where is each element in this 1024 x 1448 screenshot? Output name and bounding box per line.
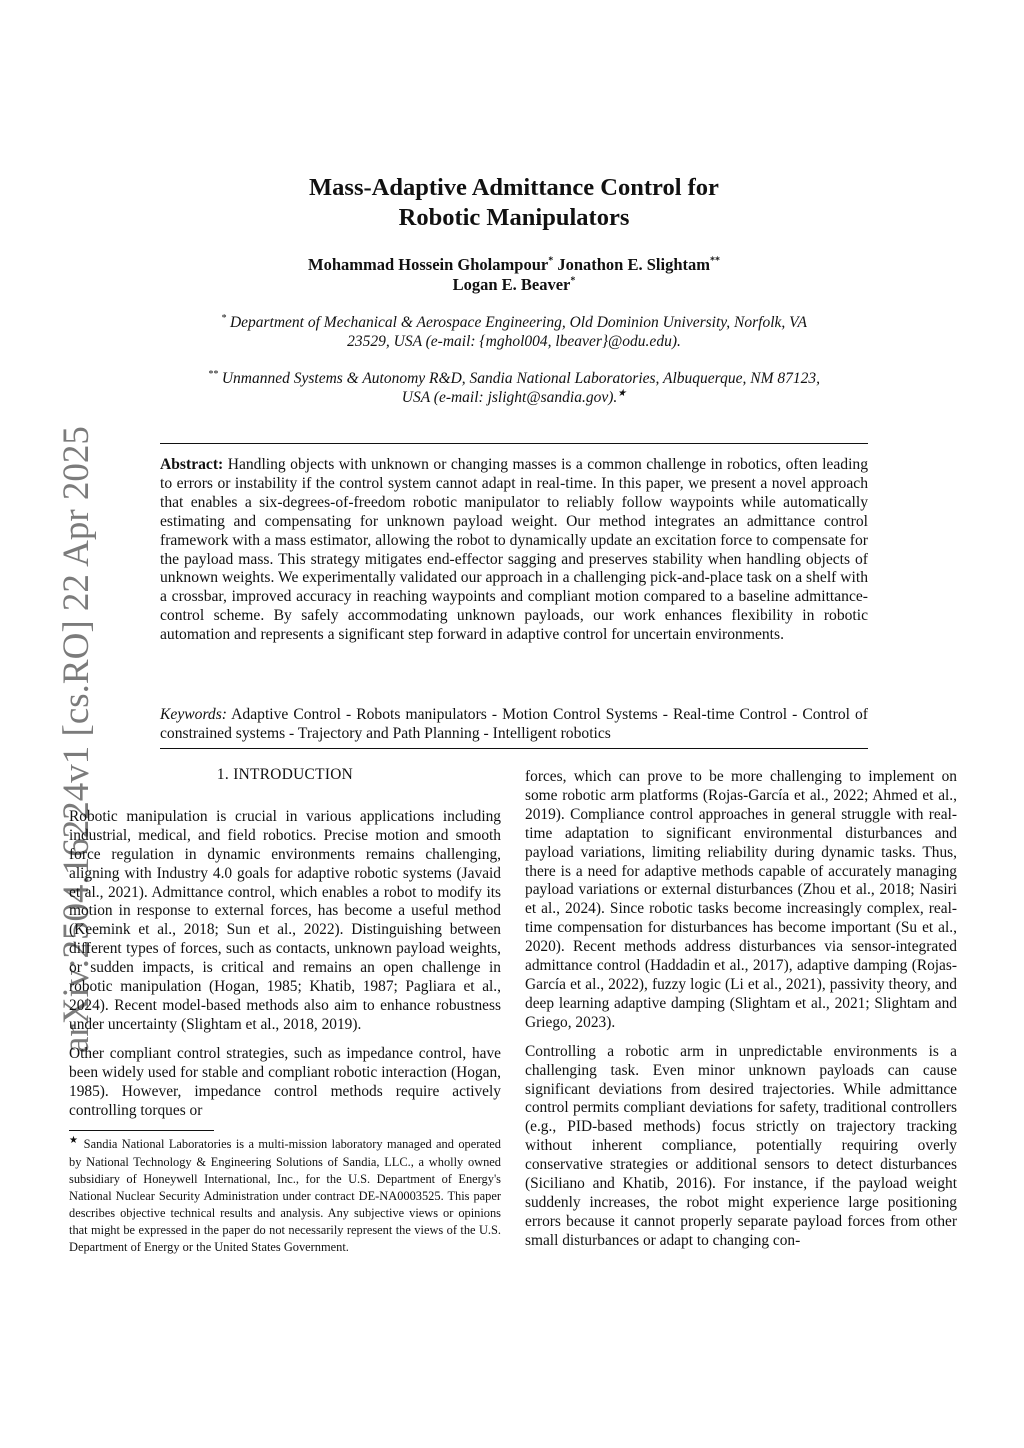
footnote-rule (69, 1130, 214, 1131)
affiliation-text: Department of Mechanical & Aerospace Engineering, Old Dominion University, Norfolk, VA 23529, USA (e-mail: {mghol004, lbeaver}@odu.edu). (229, 314, 807, 350)
intro-paragraph-3: Controlling a robotic arm in unpredictable environments is a challenging task. Even minor unknown payloads can cause significant deviations from desired trajectories. While admittance control permits compliant deviations for safety, traditional controllers (e.g., PID-based methods) focus strictly on trajectory tracking without inherent compliance, potentially requiring overly conservative strategies or additional sensors to detect disturbances (Siciliano and Khatib, 2016). For instance, if the payload weight suddenly increases, the robot might experience large positioning errors because it cannot properly separate payload forces from other small disturbances or adapt to changing con- (525, 1042, 957, 1249)
footnote-text: Sandia National Laboratories is a multi-mission laboratory managed and operated by National Technology & Engineering Solutions of Sandia, LLC., a wholly owned subsidiary of Honeywell International, Inc., for the U.S. Department of Energy's National Nuclear Security Administration under contract DE-NA0003525. This paper describes objective technical results and analysis. Any subjective views or opinions that might be expressed in the paper do not necessarily represent the views of the U.S. Department of Energy or the United States Government. (69, 1137, 501, 1254)
arxiv-identifier: arXiv:2504.16224v1 [cs.RO] 22 Apr 2025 (56, 426, 97, 1053)
affiliation-mark: ** (207, 368, 218, 380)
intro-paragraph-2-continued: forces, which can prove to be more challenging to implement on some robotic arm platforms (Rojas-García et al., 2022; Ahmed et al., 2019). Compliance control approaches in general struggle with real-time adaptation to significant environmental disturbances and payload variations, limiting reliability during dynamic tasks. Thus, there is a need for adaptive methods capable of accurately managing payload variations or external disturbances (Zhou et al., 2018; Nasiri et al., 2024). Since robotic tasks become increasingly complex, real-time compensation for disturbances has become important (Su et al., 2020). Recent methods address disturbances via sensor-integrated admittance control (Haddadin et al., 2017), adaptive damping (Rojas-García et al., 2022), fuzzy logic (Li et al., 2021), passivity theory, and deep learning adaptive damping (Slightam et al., 2021; Slightam and Griego, 2023). (525, 768, 957, 1031)
affiliation-sandia (200, 370, 828, 408)
abstract-text: Handling objects with unknown or changing masses is a common challenge in robotics, often leading to errors or instability if the control system cannot adapt in real-time. In this paper, we present a novel approach that enables a six-degrees-of-freedom robotic manipulator to reliably follow waypoints while automatically estimating and compensating for unknown payload weight. Our method integrates an admittance control framework with a mass estimator, allowing the robot to dynamically update an excitation force to compensate for the payload mass. This strategy mitigates end-effector sagging and preserves stability when handling objects of unknown weights. We experimentally validated our approach in a challenging pick-and-place task on a shelf with a crossbar, improved accuracy in reaching waypoints and compliant motion compared to a baseline admittance-control scheme. By safely accommodating unknown payloads, our work enhances flexibility in robotic automation and represents a significant step forward in adaptive control for uncertain environments. (160, 456, 868, 644)
abstract-label: Abstract: (160, 456, 224, 473)
footnote (69, 1136, 501, 1256)
author-line-1 (160, 255, 868, 275)
author-list (160, 255, 868, 295)
keywords-label: Keywords: (160, 706, 227, 723)
right-column (525, 768, 957, 1261)
intro-paragraph-2: Other compliant control strategies, such as impedance control, have been widely used for stable and compliant robotic interaction (Hogan, 1985). However, impedance control methods require actively controlling torques or (69, 1044, 501, 1119)
abstract (160, 456, 868, 645)
title-line-2: Robotic Manipulators (398, 204, 630, 231)
footnote-mark: ★ (69, 1135, 80, 1147)
keywords-text: Adaptive Control - Robots manipulators - Motion Control Systems - Real-time Control - Control of constrained systems - Trajectory and Path Planning - Intelligent robotics (160, 706, 868, 742)
footnote-reference-mark: ★ (617, 387, 627, 399)
title-line-1: Mass-Adaptive Admittance Control for (309, 174, 719, 201)
author-name: Logan E. Beaver (452, 275, 571, 294)
left-column (69, 766, 501, 1266)
keywords (160, 706, 868, 744)
author-name: Mohammad Hossein Gholampour (308, 255, 549, 274)
affiliation-odu (200, 314, 828, 352)
author-affiliation-mark: ** (710, 255, 720, 267)
author-affiliation-mark: * (570, 275, 576, 287)
author-line-2 (160, 275, 868, 295)
abstract-top-rule (160, 443, 868, 444)
paper-title (160, 173, 868, 233)
affiliation-mark: * (221, 312, 227, 324)
author-affiliation-mark: * (548, 255, 554, 267)
intro-paragraph-1: Robotic manipulation is crucial in various applications including industrial, medical, and field robotics. Precise motion and smooth force regulation in dynamic environments remains challenging, aligning with Industry 4.0 goals for adaptive robotic systems (Javaid et al., 2021). Admittance control, which enables a robot to modify its motion in response to external forces, has become a useful method (Keemink et al., 2018; Sun et al., 2022). Distinguishing between different types of forces, such as contacts, unknown payload weights, or sudden impacts, is critical and remains an open challenge in robotic manipulation (Hogan, 1985; Khatib, 1987; Pagliara et al., 2024). Recent model-based methods also aim to enhance robustness under uncertainty (Slightam et al., 2018, 2019). (69, 807, 501, 1033)
section-heading-introduction: 1. INTRODUCTION (216, 766, 354, 783)
author-name: Jonathon E. Slightam (557, 255, 710, 274)
affiliation-text: Unmanned Systems & Autonomy R&D, Sandia National Laboratories, Albuquerque, NM 87123, USA (e-mail: jslight@sandia.gov). (221, 370, 821, 406)
abstract-bottom-rule (160, 748, 868, 749)
